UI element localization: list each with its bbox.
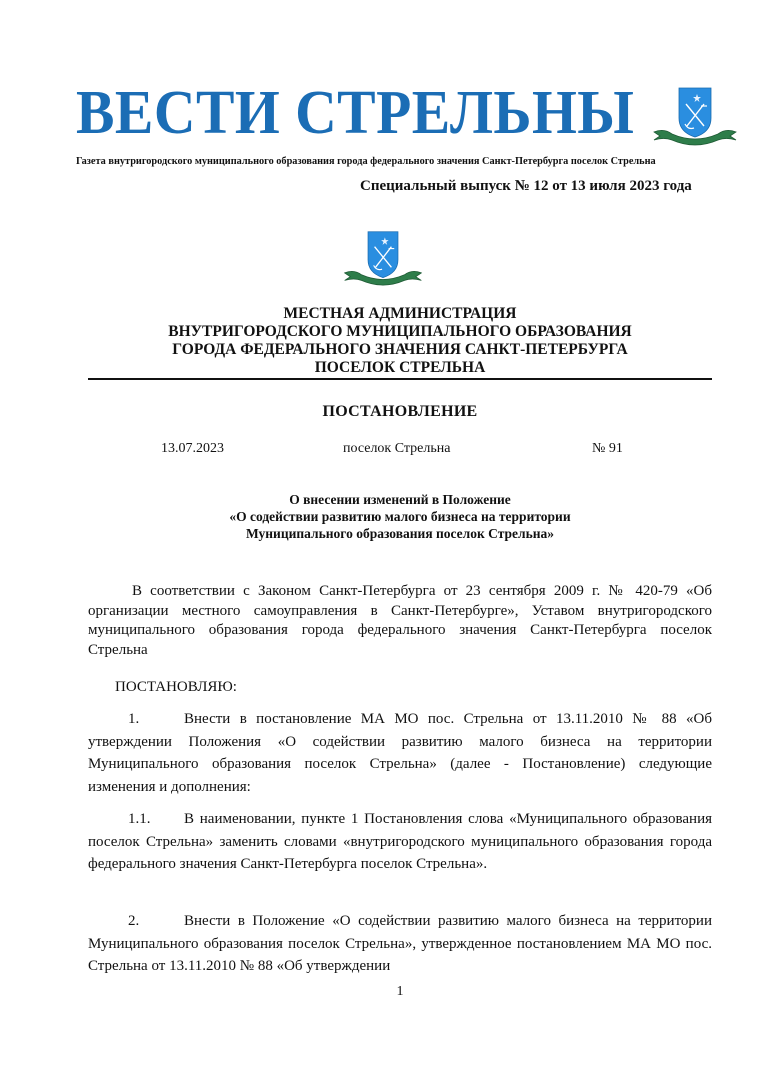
list-item bbox=[88, 708, 712, 798]
item-text: Внести в постановление МА МО пос. Стрельна от 13.11.2010 № 88 «Об утверждении Положения «О содействии развитию малого бизнеса на территории Муниципального образования поселок Стрельна» (далее - Постановление) следующие изменения и дополнения: bbox=[88, 711, 712, 795]
item-number: 1.1. bbox=[128, 811, 151, 827]
page-number: 1 bbox=[396, 984, 404, 999]
authority-line: ПОСЕЛОК СТРЕЛЬНА bbox=[314, 359, 486, 376]
coat-of-arms-icon bbox=[338, 228, 428, 286]
authority-line: ВНУТРИГОРОДСКОГО МУНИЦИПАЛЬНОГО ОБРАЗОВАНИЯ bbox=[168, 323, 632, 340]
document-subject bbox=[88, 491, 712, 542]
subject-line: «О содействии развитию малого бизнеса на территории bbox=[229, 509, 571, 524]
document-place: поселок Стрельна bbox=[343, 441, 451, 456]
authority-line: ГОРОДА ФЕДЕРАЛЬНОГО ЗНАЧЕНИЯ САНКТ-ПЕТЕРБУРГА bbox=[172, 341, 628, 358]
subject-line: О внесении изменений в Положение bbox=[289, 492, 511, 507]
item-number: 1. bbox=[128, 711, 140, 727]
item-number: 2. bbox=[128, 913, 140, 929]
subject-line: Муниципального образования поселок Стрельна» bbox=[245, 526, 555, 541]
coat-of-arms-icon bbox=[650, 84, 740, 146]
newspaper-title: ВЕСТИ СТРЕЛЬНЫ bbox=[76, 79, 635, 147]
item-text: Внести в Положение «О содействии развитию малого бизнеса на территории Муниципального образования поселок Стрельна», утвержденное постановлением МА МО пос. Стрельна от 13.11.2010 № 88 «Об утверждении bbox=[88, 913, 712, 974]
preamble-paragraph: В соответствии с Законом Санкт-Петербурга от 23 сентября 2009 г. № 420-79 «Об организации местного самоуправления в Санкт-Петербурге», Уставом внутригородского муниципального образования города федерального значения Санкт-Петербурга поселок Стрельна bbox=[88, 583, 712, 658]
item-text: В наименовании, пункте 1 Постановления слова «Муниципального образования поселок Стрельна» заменить словами «внутригородского муниципального образования города федерального значения Санкт-Петербурга поселок Стрельна». bbox=[88, 811, 712, 872]
header-divider bbox=[88, 378, 712, 380]
authority-line: МЕСТНАЯ АДМИНИСТРАЦИЯ bbox=[283, 305, 517, 322]
list-item bbox=[88, 808, 712, 876]
document-date: 13.07.2023 bbox=[161, 441, 224, 456]
list-item bbox=[88, 910, 712, 978]
document-number: № 91 bbox=[592, 441, 623, 456]
issuing-authority bbox=[88, 305, 712, 377]
document-type: ПОСТАНОВЛЕНИЕ bbox=[322, 403, 478, 420]
issue-info: Специальный выпуск № 12 от 13 июля 2023 года bbox=[360, 178, 692, 194]
resolve-heading: ПОСТАНОВЛЯЮ: bbox=[115, 679, 237, 695]
newspaper-subtitle: Газета внутригородского муниципального образования города федерального значения Санкт-Петербурга поселок Стрельна bbox=[76, 156, 656, 167]
